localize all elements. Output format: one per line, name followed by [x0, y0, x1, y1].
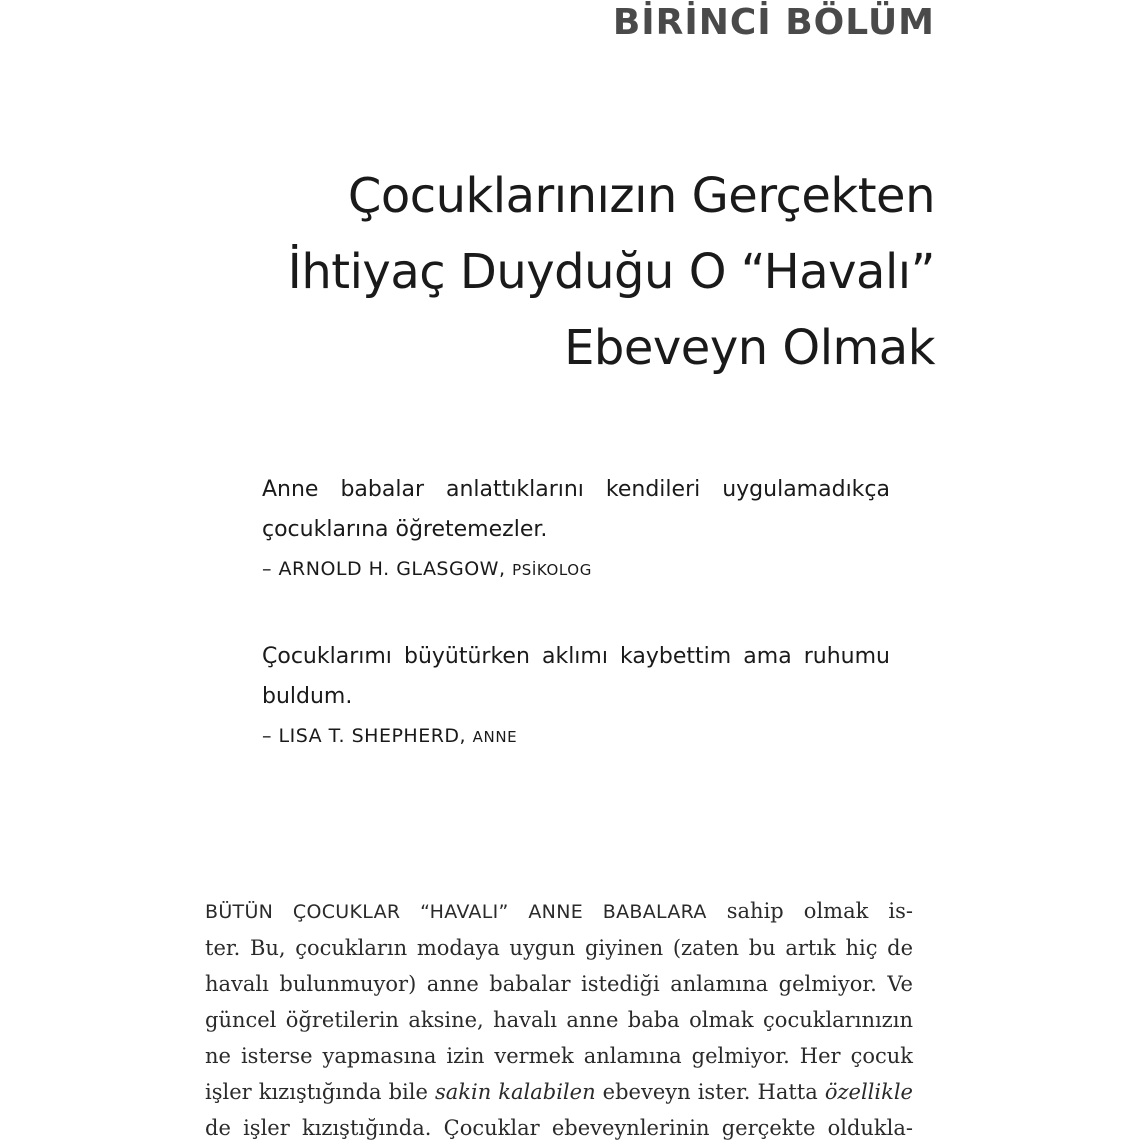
body-line	[205, 893, 913, 930]
epigraph-attribution	[262, 721, 890, 752]
body-line: de işler kızıştığında. Çocuklar ebeveynlerinin gerçekte oldukla-	[205, 1116, 913, 1140]
body-text-span: ebeveyn ister. Hatta	[602, 1080, 818, 1104]
epigraph-author-role: PSİKOLOG	[512, 561, 592, 579]
epigraph-quote: Çocuklarımı büyütürken aklımı kaybettim ama ruhumu buldum.	[262, 644, 890, 709]
epigraph-author-role: ANNE	[472, 728, 518, 746]
body-emphasis: özellikle	[824, 1080, 913, 1104]
epigraph	[262, 470, 890, 585]
chapter-label: BİRİNCİ BÖLÜM	[612, 2, 935, 43]
body-emphasis: sakin kalabilen	[434, 1080, 596, 1104]
epigraph-author: – LISA T. SHEPHERD,	[262, 725, 467, 747]
chapter-title-line: İhtiyaç Duyduğu O “Havalı”	[287, 244, 935, 300]
body-line: ne isterse yapmasına izin vermek anlamına gelmiyor. Her çocuk	[205, 1044, 913, 1068]
epigraph	[262, 637, 890, 752]
body-line: ter. Bu, çocukların modaya uygun giyinen (zaten bu artık hiç de	[205, 936, 913, 960]
body-line	[205, 1074, 913, 1110]
epigraph-quote: Anne babalar anlattıklarını kendileri uygulamadıkça çocuklarına öğretemezler.	[262, 477, 890, 542]
epigraph-attribution	[262, 554, 890, 585]
chapter-title	[288, 158, 935, 386]
chapter-title-line: Ebeveyn Olmak	[564, 320, 935, 376]
chapter-title-line: Çocuklarınızın Gerçekten	[347, 168, 935, 224]
body-line: havalı bulunmuyor) anne babalar istediği anlamına gelmiyor. Ve	[205, 972, 913, 996]
body-line: güncel öğretilerin aksine, havalı anne baba olmak çocuklarınızın	[205, 1008, 913, 1032]
body-text-span: işler kızıştığında bile	[205, 1080, 428, 1104]
epigraph-author: – ARNOLD H. GLASGOW,	[262, 558, 506, 580]
body-paragraph	[205, 893, 913, 1146]
body-text-span: sahip olmak is-	[726, 899, 913, 923]
body-lead-in: BÜTÜN ÇOCUKLAR “HAVALI” ANNE BABALARA	[205, 901, 707, 923]
